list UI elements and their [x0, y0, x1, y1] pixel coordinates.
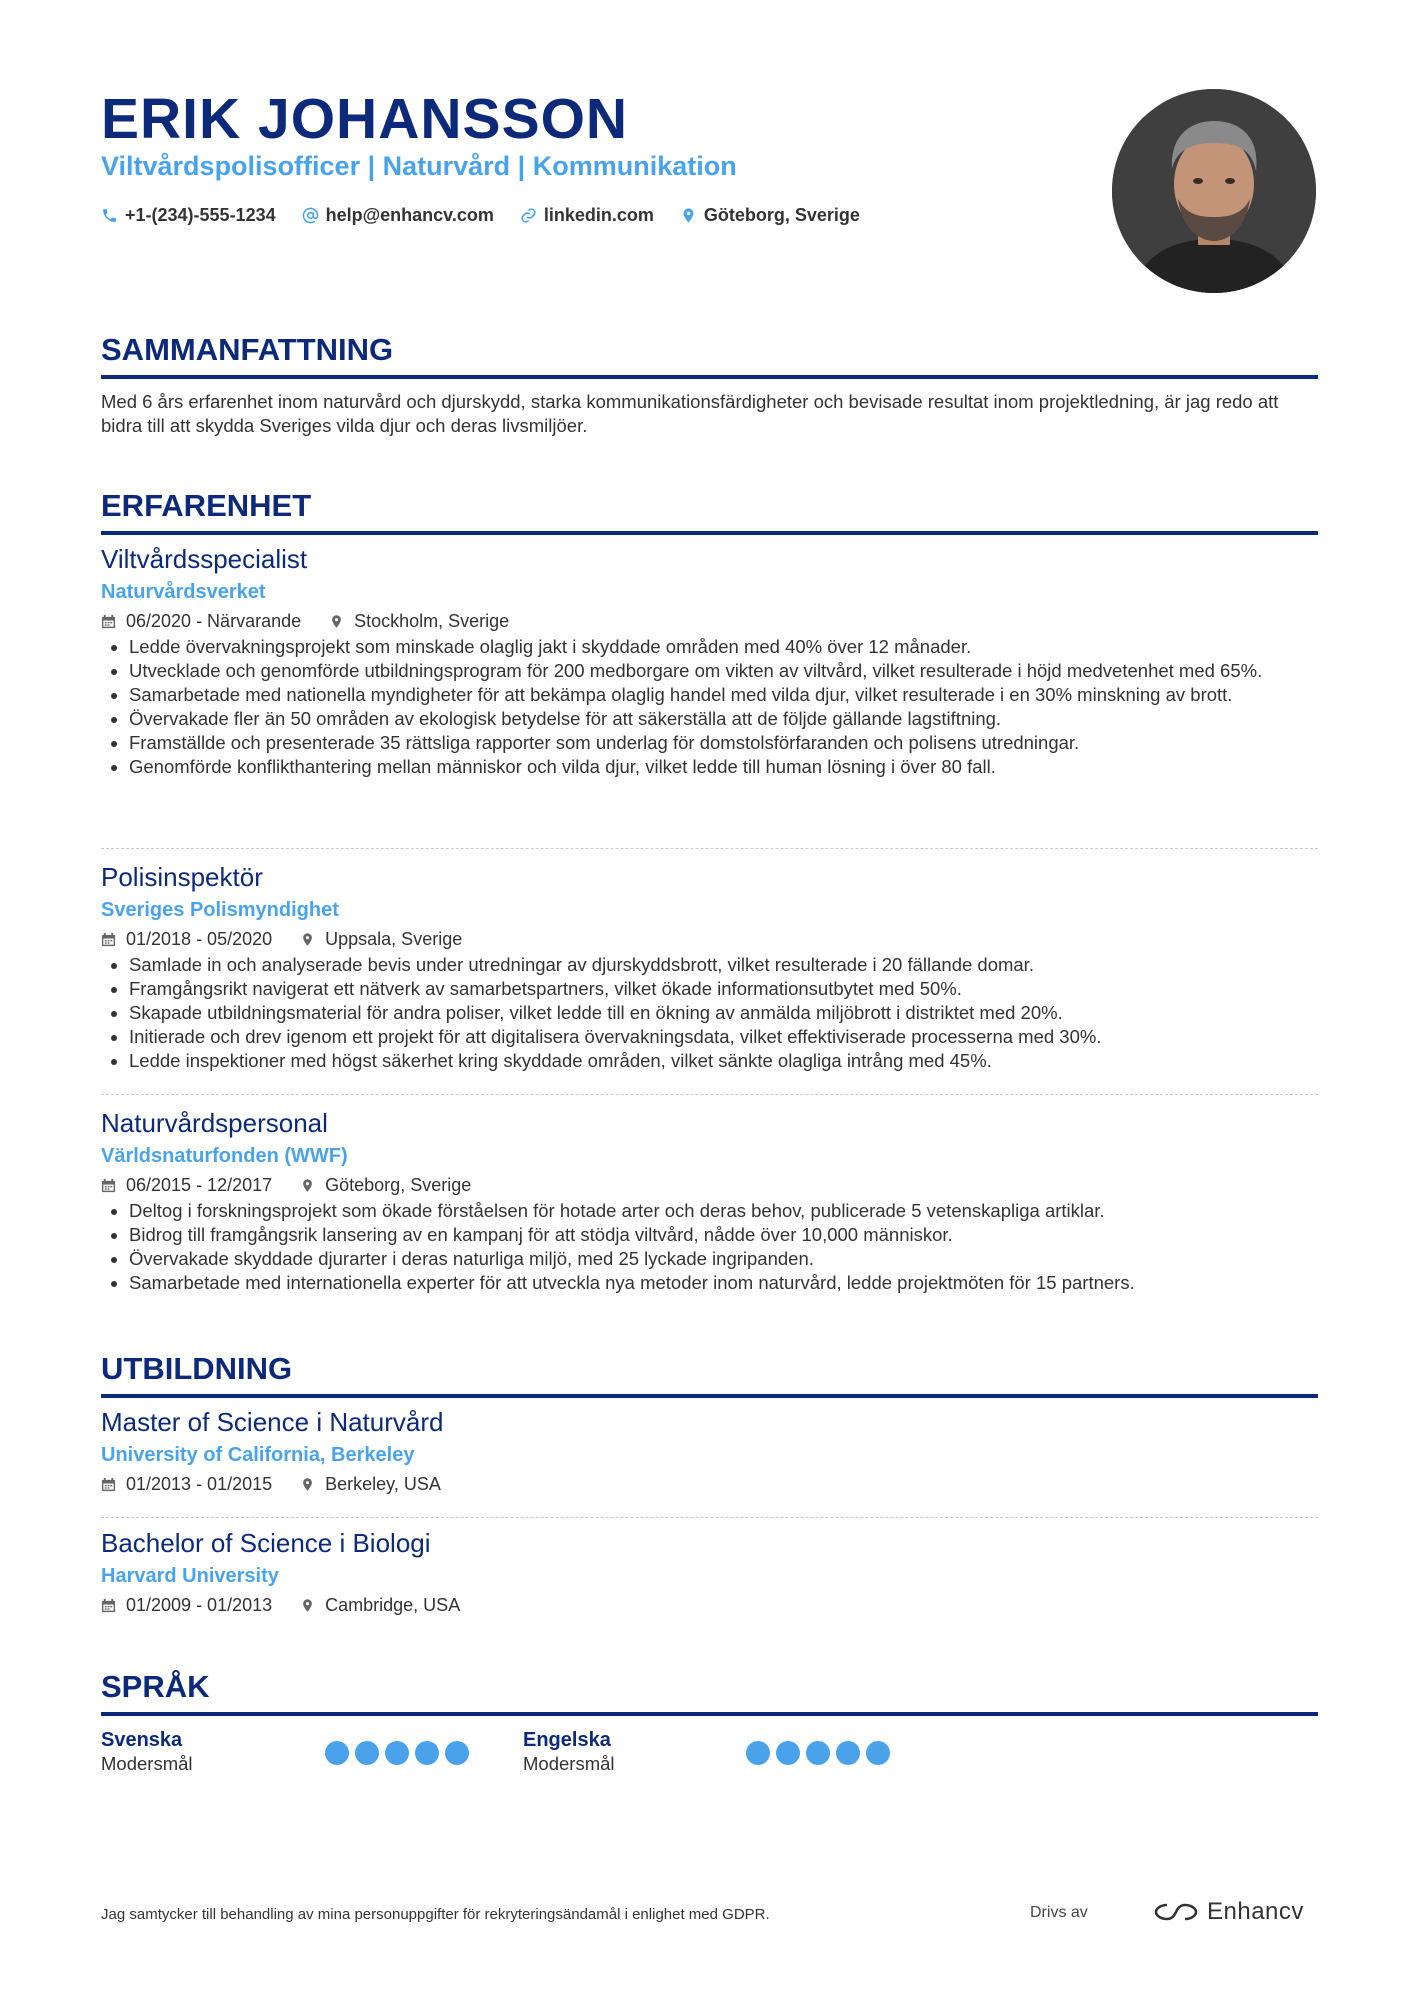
language-name: Svenska — [101, 1729, 183, 1751]
degree-title: Master of Science i Naturvård — [101, 1407, 444, 1437]
language-rating — [325, 1741, 469, 1765]
calendar-icon — [101, 1477, 116, 1492]
contact-bar — [101, 205, 886, 226]
school-name: Harvard University — [101, 1565, 279, 1587]
rating-dot — [836, 1741, 860, 1765]
job-dates: 06/2020 - Närvarande — [101, 609, 301, 633]
entry-divider — [101, 848, 1318, 849]
phone-text: +1-(234)-555-1234 — [125, 205, 276, 225]
rating-dot — [806, 1741, 830, 1765]
map-pin-icon — [329, 614, 344, 629]
enhancv-logo-icon — [1153, 1900, 1199, 1924]
language-name: Engelska — [523, 1729, 611, 1751]
job-dates: 06/2015 - 12/2017 — [101, 1173, 272, 1197]
language-rating — [746, 1741, 890, 1765]
rating-dot — [325, 1741, 349, 1765]
phone-icon — [101, 207, 118, 224]
gdpr-consent: Jag samtycker till behandling av mina personuppgifter för rekryteringsändamål i enlighet med GDPR. — [101, 1906, 770, 1923]
entry-divider — [101, 1094, 1318, 1095]
list-item: • Framgångsrikt navigerat ett nätverk av samarbetspartners, vilket ökade informationsutbytet med 50%. — [129, 977, 1318, 1001]
language-level: Modersmål — [101, 1753, 193, 1774]
list-item: • Framställde och presenterade 35 rättsliga rapporter som underlag för domstolsförfaranden och polisens utredningar. — [129, 731, 1318, 755]
brand-name: Enhancv — [1207, 1898, 1304, 1925]
entry-divider — [101, 1517, 1318, 1518]
rating-dot — [445, 1741, 469, 1765]
contact-linkedin[interactable] — [520, 205, 654, 226]
section-title-education: UTBILDNING — [101, 1352, 1318, 1398]
map-pin-icon — [300, 1598, 315, 1613]
map-pin-icon — [300, 1477, 315, 1492]
candidate-name: ERIK JOHANSSON — [101, 87, 629, 151]
map-pin-icon — [300, 1178, 315, 1193]
contact-location — [680, 205, 860, 226]
job-meta — [101, 1173, 1318, 1197]
job-bullets — [101, 953, 1318, 1073]
map-pin-icon — [680, 207, 697, 224]
education-meta — [101, 1593, 1318, 1617]
education-item — [101, 1527, 1318, 1617]
link-icon — [520, 207, 537, 224]
education-meta — [101, 1472, 1318, 1496]
job-location: Uppsala, Sverige — [300, 927, 462, 951]
calendar-icon — [101, 932, 116, 947]
calendar-icon — [101, 1178, 116, 1193]
rating-dot — [355, 1741, 379, 1765]
contact-email[interactable] — [302, 205, 494, 226]
list-item: • Deltog i forskningsprojekt som ökade förståelsen för hotade arter och deras behov, publicerade 5 vetenskapliga artiklar. — [129, 1199, 1318, 1223]
experience-item — [101, 543, 1318, 779]
job-dates: 01/2018 - 05/2020 — [101, 927, 272, 951]
linkedin-text: linkedin.com — [543, 205, 654, 225]
list-item: • Ledde övervakningsprojekt som minskade olaglig jakt i skyddade områden med 40% över 12 månader. — [129, 635, 1318, 659]
language-item — [523, 1728, 943, 1776]
list-item: • Övervakade fler än 50 områden av ekologisk betydelse för att säkerställa att de följde gällande lagstiftning. — [129, 707, 1318, 731]
calendar-icon — [101, 1598, 116, 1613]
job-location: Göteborg, Sverige — [300, 1173, 471, 1197]
section-title-summary: SAMMANFATTNING — [101, 333, 1318, 379]
location-text: Göteborg, Sverige — [703, 205, 860, 225]
experience-item — [101, 861, 1318, 1073]
email-text: help@enhancv.com — [325, 205, 494, 225]
company-name: Världsnaturfonden (WWF) — [101, 1145, 348, 1167]
section-title-experience: ERFARENHET — [101, 489, 1318, 535]
summary-text: Med 6 års erfarenhet inom naturvård och djurskydd, starka kommunikationsfärdigheter och bevisade resultat inom projektledning, är jag redo att bidra till att skydda Sveriges vilda djur och deras livsmiljöer. — [101, 391, 1279, 436]
map-pin-icon — [300, 932, 315, 947]
rating-dot — [415, 1741, 439, 1765]
section-title-languages: SPRÅK — [101, 1670, 1318, 1716]
job-title: Viltvårdsspecialist — [101, 544, 308, 574]
job-meta — [101, 609, 1318, 633]
education-location: Cambridge, USA — [300, 1593, 460, 1617]
list-item: • Övervakade skyddade djurarter i deras naturliga miljö, med 25 lyckade ingripanden. — [129, 1247, 1318, 1271]
degree-title: Bachelor of Science i Biologi — [101, 1528, 431, 1558]
job-bullets — [101, 1199, 1318, 1295]
list-item: • Ledde inspektioner med högst säkerhet kring skyddade områden, vilket sänkte olagliga intrång med 45%. — [129, 1049, 1318, 1073]
list-item: • Utvecklade och genomförde utbildningsprogram för 200 medborgare om vikten av viltvård, vilket resulterade i höjd medvetenhet med 65%. — [129, 659, 1318, 683]
experience-item — [101, 1107, 1318, 1295]
profile-photo — [1112, 89, 1316, 293]
candidate-headline: Viltvårdspolisofficer | Naturvård | Kommunikation — [101, 151, 737, 181]
powered-by-label: Drivs av — [1030, 1904, 1088, 1921]
contact-phone[interactable] — [101, 205, 276, 226]
brand-logo[interactable] — [1153, 1898, 1304, 1926]
education-dates: 01/2013 - 01/2015 — [101, 1472, 272, 1496]
calendar-icon — [101, 614, 116, 629]
job-bullets — [101, 635, 1318, 779]
list-item: • Samlade in och analyserade bevis under utredningar av djurskyddsbrott, vilket resulterade i 20 fällande domar. — [129, 953, 1318, 977]
list-item: • Genomförde konflikthantering mellan människor och vilda djur, vilket ledde till human lösning i över 80 fall. — [129, 755, 1318, 779]
school-name: University of California, Berkeley — [101, 1444, 415, 1466]
rating-dot — [776, 1741, 800, 1765]
rating-dot — [746, 1741, 770, 1765]
rating-dot — [866, 1741, 890, 1765]
list-item: • Samarbetade med nationella myndigheter för att bekämpa olaglig handel med vilda djur, vilket resulterade i en 30% minskning av brott. — [129, 683, 1318, 707]
at-sign-icon — [302, 207, 319, 224]
language-item — [101, 1728, 521, 1776]
language-level: Modersmål — [523, 1753, 615, 1774]
list-item: • Samarbetade med internationella experter för att utveckla nya metoder inom naturvård, ledde projektmöten för 15 partners. — [129, 1271, 1318, 1295]
education-dates: 01/2009 - 01/2013 — [101, 1593, 272, 1617]
list-item: • Initierade och drev igenom ett projekt för att digitalisera övervakningsdata, vilket effektiviserade processerna med 30%. — [129, 1025, 1318, 1049]
job-title: Naturvårdspersonal — [101, 1108, 328, 1138]
list-item: • Bidrog till framgångsrik lansering av en kampanj för att stödja viltvård, nådde över 10,000 människor. — [129, 1223, 1318, 1247]
job-title: Polisinspektör — [101, 862, 263, 892]
list-item: • Skapade utbildningsmaterial för andra poliser, vilket ledde till en ökning av anmälda miljöbrott i distriktet med 20%. — [129, 1001, 1318, 1025]
education-location: Berkeley, USA — [300, 1472, 441, 1496]
company-name: Naturvårdsverket — [101, 581, 266, 603]
job-location: Stockholm, Sverige — [329, 609, 509, 633]
job-meta — [101, 927, 1318, 951]
company-name: Sveriges Polismyndighet — [101, 899, 339, 921]
portrait-illustration — [1112, 89, 1316, 293]
rating-dot — [385, 1741, 409, 1765]
education-item — [101, 1406, 1318, 1496]
